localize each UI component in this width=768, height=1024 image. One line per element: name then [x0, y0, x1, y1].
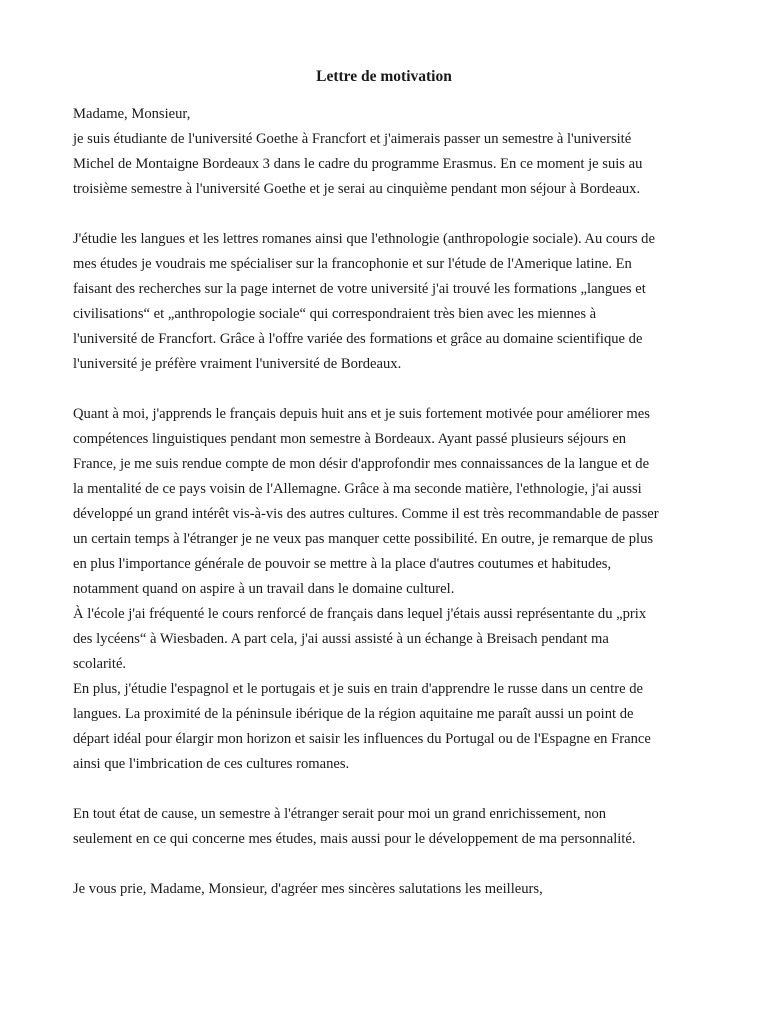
text-line: je suis étudiante de l'université Goethe à Francfort et j'aimerais passer un semestre à l'université [73, 131, 632, 147]
document-title: Lettre de motivation [316, 68, 452, 85]
salutation-line: Madame, Monsieur, [73, 106, 191, 122]
text-line: compétences linguistiques pendant mon semestre à Bordeaux. Ayant passé plusieurs séjours en [73, 431, 627, 447]
text-line: Michel de Montaigne Bordeaux 3 dans le cadre du programme Erasmus. En ce moment je suis au [73, 156, 643, 172]
text-line: Quant à moi, j'apprends le français depuis huit ans et je suis fortement motivée pour améliorer mes [73, 406, 650, 422]
text-line: un certain temps à l'étranger je ne veux pas manquer cette possibilité. En outre, je remarque de plus [73, 531, 654, 547]
text-line: notamment quand on aspire à un travail dans le domaine culturel. [73, 581, 455, 597]
text-line: civilisations“ et „anthropologie sociale“ qui correspondraient très bien avec les miennes à [73, 306, 597, 322]
text-line: À l'école j'ai fréquenté le cours renforcé de français dans lequel j'étais aussi représentante du „prix [73, 606, 647, 622]
text-line: J'étudie les langues et les lettres romanes ainsi que l'ethnologie (anthropologie sociale). Au cours de [73, 231, 655, 247]
text-line: l'université de Francfort. Grâce à l'offre variée des formations et grâce au domaine scientifique de [73, 331, 643, 347]
text-line: des lycéens“ à Wiesbaden. A part cela, j'ai aussi assisté à un échange à Breisach pendant ma [73, 631, 609, 647]
text-line: langues. La proximité de la péninsule ibérique de la région aquitaine me paraît aussi un point de [73, 706, 634, 722]
text-line: l'université je préfère vraiment l'université de Bordeaux. [73, 356, 402, 372]
text-line: faisant des recherches sur la page internet de votre université j'ai trouvé les formations „langues et [73, 281, 646, 297]
text-line: scolarité. [73, 656, 127, 672]
closing-line: Je vous prie, Madame, Monsieur, d'agréer mes sincères salutations les meilleurs, [73, 881, 543, 897]
text-line: mes études je voudrais me spécialiser sur la francophonie et sur l'étude de l'Amerique latine. En [73, 256, 632, 272]
text-line: France, je me suis rendue compte de mon désir d'approfondir mes connaissances de la langue et de [73, 456, 650, 472]
text-line: seulement en ce qui concerne mes études, mais aussi pour le développement de ma personnalité. [73, 831, 636, 847]
text-line: la mentalité de ce pays voisin de l'Allemagne. Grâce à ma seconde matière, l'ethnologie, j'ai aussi [73, 481, 642, 497]
text-line: En plus, j'étudie l'espagnol et le portugais et je suis en train d'apprendre le russe dans un centre de [73, 681, 643, 697]
text-line: En tout état de cause, un semestre à l'étranger serait pour moi un grand enrichissement, non [73, 806, 607, 822]
text-line: départ idéal pour élargir mon horizon et saisir les influences du Portugal ou de l'Espagne en France [73, 731, 651, 747]
text-line: en plus l'importance générale de pouvoir se mettre à la place d'autres coutumes et habitudes, [73, 556, 612, 572]
text-line: développé un grand intérêt vis-à-vis des autres cultures. Comme il est très recommandable de passer [73, 506, 659, 522]
text-line: ainsi que l'imbrication de ces cultures romanes. [73, 756, 350, 772]
text-line: troisième semestre à l'université Goethe et je serai au cinquième pendant mon séjour à Bordeaux. [73, 181, 641, 197]
